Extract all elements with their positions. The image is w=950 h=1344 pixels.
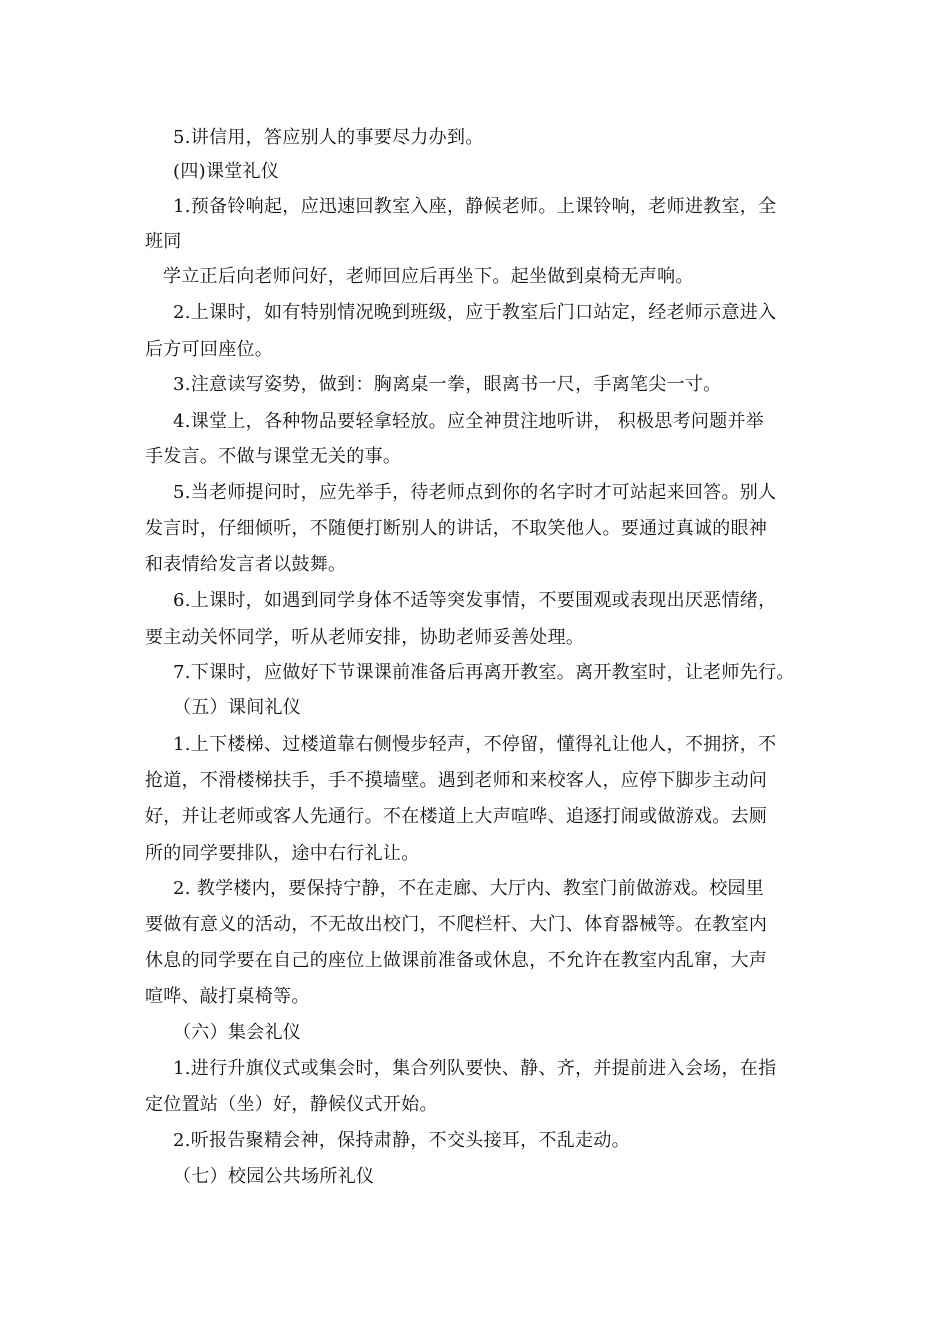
text-line: 学立正后向老师问好，老师回应后再坐下。起坐做到桌椅无声响。 [163, 266, 694, 287]
text-line: 好，并让老师或客人先通行。不在楼道上大声喧哗、追逐打闹或做游戏。去厕 [145, 806, 768, 827]
text-line: 所的同学要排队，途中右行礼让。 [145, 843, 420, 864]
text-line: 6.上课时，如遇到同学身体不适等突发事情，不要围观或表现出厌恶情绪， [173, 590, 777, 611]
text-line: 班同 [145, 231, 182, 252]
text-line: 5.当老师提问时，应先举手，待老师点到你的名字时才可站起来回答。别人 [173, 482, 777, 503]
text-line: 定位置站（坐）好，静候仪式开始。 [145, 1094, 438, 1115]
text-line: 抢道，不滑楼梯扶手，手不摸墙壁。遇到老师和来校客人，应停下脚步主动问 [145, 770, 768, 791]
text-line: 喧哗、敲打桌椅等。 [145, 986, 310, 1007]
text-line: 要主动关怀同学，听从老师安排，协助老师妥善处理。 [145, 627, 585, 648]
text-line: 休息的同学要在自己的座位上做课前准备或休息，不允许在教室内乱窜，大声 [145, 950, 768, 971]
text-line: 2.上课时，如有特别情况晚到班级，应于教室后门口站定，经老师示意进入 [173, 302, 777, 323]
text-line: 7.下课时，应做好下节课课前准备后再离开教室。离开教室时，让老师先行。 [173, 662, 795, 683]
section-heading: (四)课堂礼仪 [173, 161, 280, 182]
text-line: 手发言。不做与课堂无关的事。 [145, 446, 402, 467]
text-line: 2.听报告聚精会神，保持肃静，不交头接耳，不乱走动。 [173, 1130, 630, 1151]
section-heading: （六）集会礼仪 [173, 1022, 302, 1043]
text-line: 后方可回座位。 [145, 339, 274, 360]
text-line: 和表情给发言者以鼓舞。 [145, 554, 347, 575]
text-line: 4.课堂上，各种物品要轻拿轻放。应全神贯注地听讲， 积极思考问题并举 [173, 411, 765, 432]
section-heading: （五）课间礼仪 [173, 697, 302, 718]
text-line: 2. 教学楼内，要保持宁静，不在走廊、大厅内、教室门前做游戏。校园里 [173, 878, 765, 899]
text-line: 要做有意义的活动，不无故出校门，不爬栏杆、大门、体育器械等。在教室内 [145, 914, 768, 935]
text-line: 1.预备铃响起，应迅速回教室入座，静候老师。上课铃响，老师进教室，全 [173, 196, 777, 217]
text-line: 发言时，仔细倾听，不随便打断别人的讲话，不取笑他人。要通过真诚的眼神 [145, 518, 768, 539]
section-heading: （七）校园公共场所礼仪 [173, 1166, 375, 1187]
text-line: 5.讲信用，答应别人的事要尽力办到。 [173, 127, 484, 148]
text-line: 1.进行升旗仪式或集会时，集合列队要快、静、齐，并提前进入会场，在指 [173, 1058, 777, 1079]
text-line: 3.注意读写姿势，做到：胸离桌一拳，眼离书一尺，手离笔尖一寸。 [173, 374, 722, 395]
text-line: 1.上下楼梯、过楼道靠右侧慢步轻声，不停留，懂得礼让他人，不拥挤，不 [173, 734, 777, 755]
